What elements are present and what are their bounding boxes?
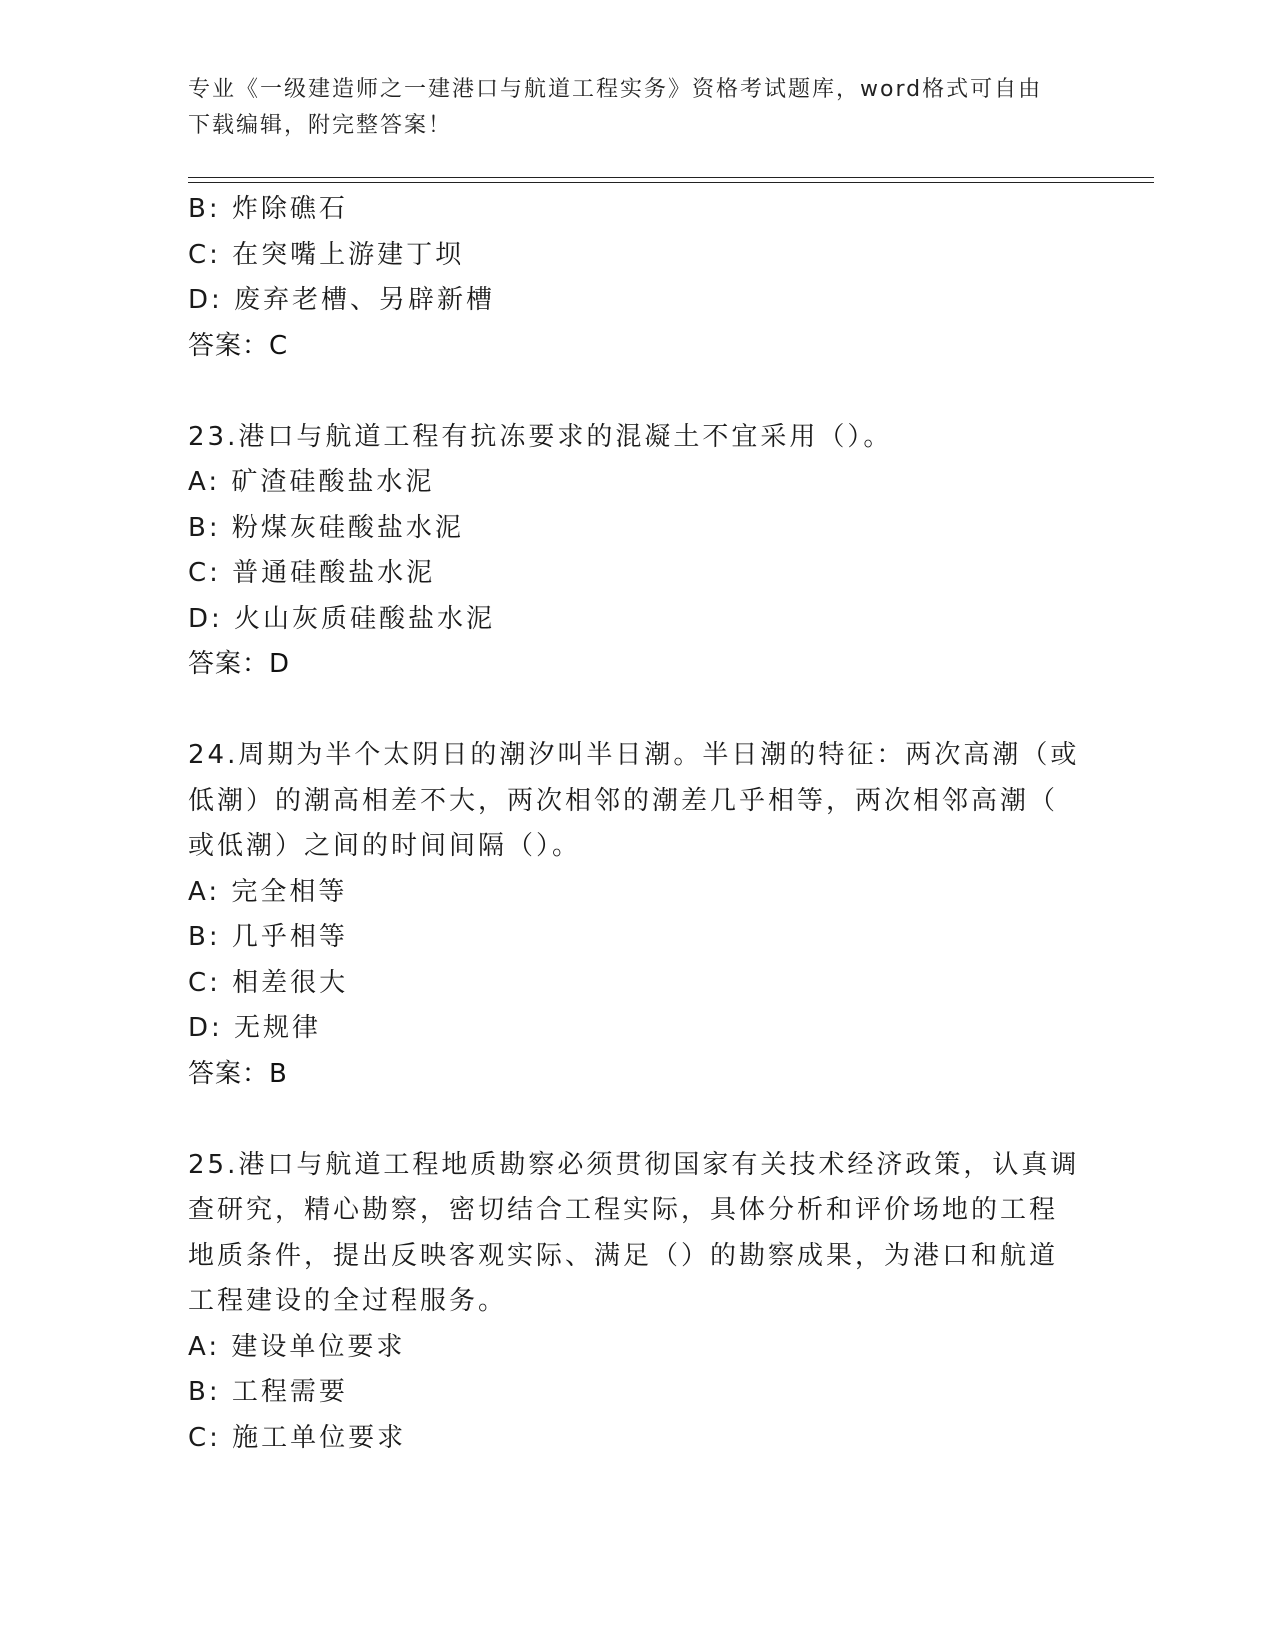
header-line-2: 下载编辑，附完整答案！ [188, 113, 453, 138]
header-divider-top [188, 177, 1154, 178]
option-c: C: 相差很大 [188, 967, 349, 998]
answer-line: 答案：C [188, 330, 289, 361]
option-b: B: 工程需要 [188, 1377, 348, 1407]
option-a: A: 建设单位要求 [188, 1331, 406, 1362]
option-c: C: 施工单位要求 [188, 1422, 407, 1453]
option-a: A: 矿渣硅酸盐水泥 [188, 467, 435, 497]
question-text: 23.港口与航道工程有抗冻要求的混凝土不宜采用（）。 [188, 421, 893, 452]
question-text-line-4: 工程建设的全过程服务。 [188, 1286, 508, 1316]
document-header [188, 72, 1068, 144]
spacer [188, 1097, 1088, 1143]
answer-line: 答案：B [188, 1058, 288, 1089]
header-line-1: 专业《一级建造师之一建港口与航道工程实务》资格考试题库，word格式可自由 [188, 77, 1043, 102]
prev-question [188, 187, 1088, 369]
option-b: B: 粉煤灰硅酸盐水泥 [188, 512, 464, 543]
option-a: A: 完全相等 [188, 876, 348, 907]
option-d: D: 无规律 [188, 1013, 322, 1043]
spacer [188, 688, 1088, 734]
question-text-line-2: 低潮）的潮高相差不大，两次相邻的潮差几乎相等，两次相邻高潮（ [188, 785, 1059, 816]
option-b: B: 炸除礁石 [188, 194, 348, 224]
question-25 [188, 1143, 1088, 1462]
option-d: D: 火山灰质硅酸盐水泥 [188, 603, 496, 634]
question-text-line-3: 或低潮）之间的时间间隔（）。 [188, 831, 582, 861]
header-divider-bottom [188, 182, 1154, 183]
question-content [188, 187, 1088, 1461]
question-text-line-3: 地质条件，提出反映客观实际、满足（）的勘察成果，为港口和航道 [188, 1240, 1059, 1271]
answer-line: 答案：D [188, 649, 291, 679]
option-b: B: 几乎相等 [188, 922, 348, 952]
option-d: D: 废弃老槽、另辟新槽 [188, 285, 496, 315]
question-24 [188, 733, 1088, 1097]
question-text-line-2: 查研究，精心勘察，密切结合工程实际，具体分析和评价场地的工程 [188, 1195, 1059, 1225]
spacer [188, 369, 1088, 415]
option-c: C: 在突嘴上游建丁坝 [188, 239, 465, 270]
question-23 [188, 415, 1088, 688]
question-text-line-1: 24.周期为半个太阴日的潮汐叫半日潮。半日潮的特征：两次高潮（或 [188, 740, 1080, 770]
question-text-line-1: 25.港口与航道工程地质勘察必须贯彻国家有关技术经济政策，认真调 [188, 1149, 1080, 1180]
option-c: C: 普通硅酸盐水泥 [188, 558, 436, 588]
